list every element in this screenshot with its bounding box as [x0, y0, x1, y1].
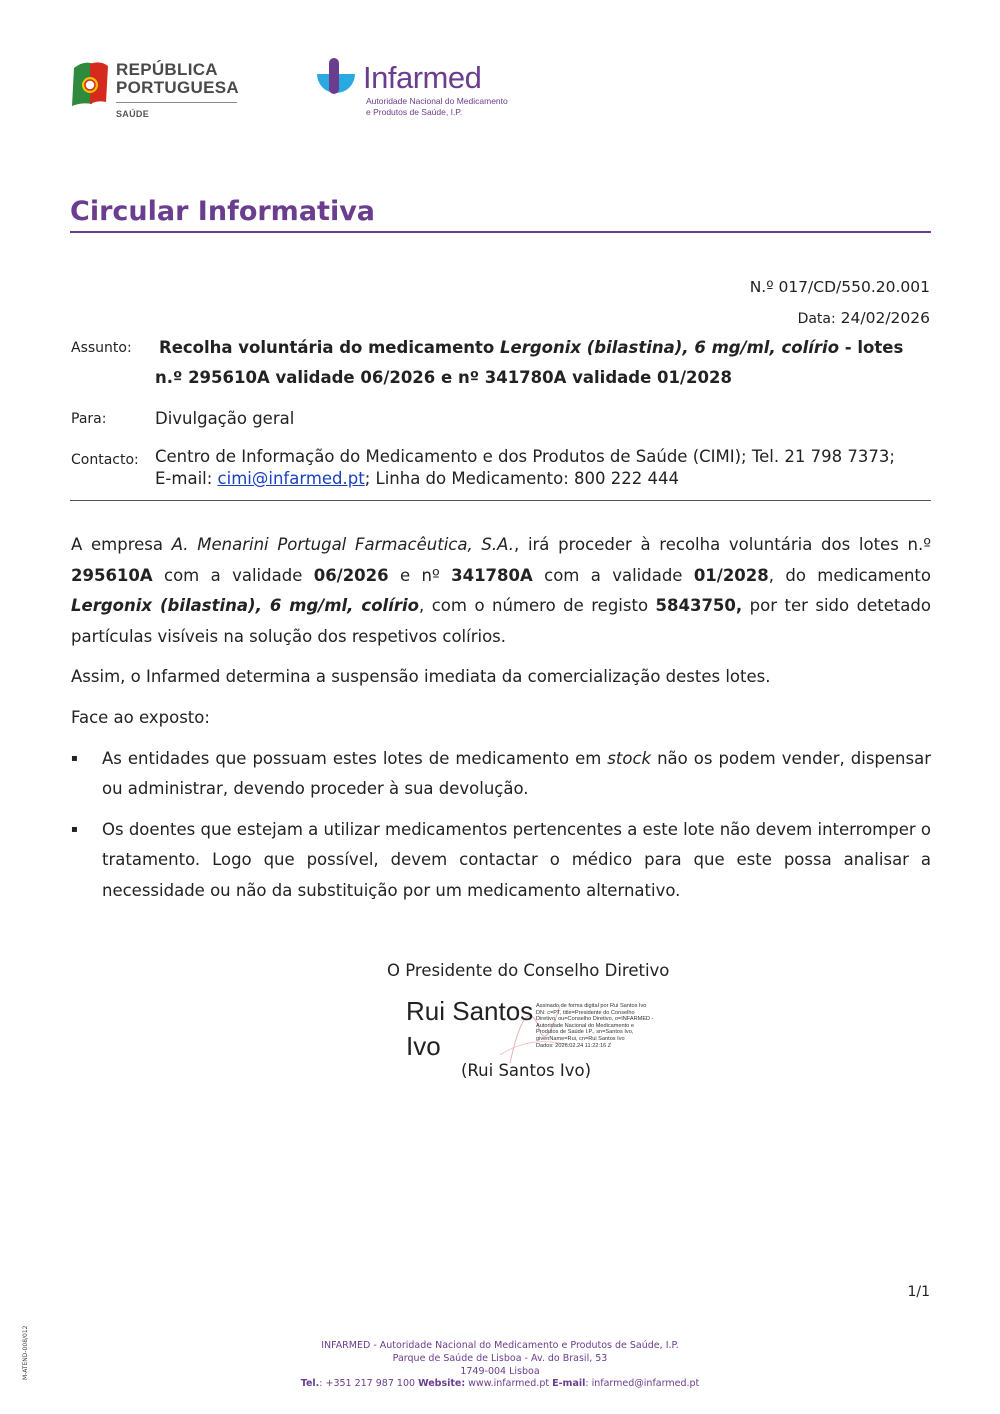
portugal-flag-icon: [70, 58, 110, 110]
footer-tel: : +351 217 987 100: [319, 1378, 419, 1389]
rp-divider: [116, 102, 237, 103]
b1-b: não os podem vender, dispensar ou administrar, devendo proceder à sua devolução.: [102, 748, 931, 799]
document-title: Circular Informativa: [70, 196, 376, 227]
signature-name-line-2: Ivo: [406, 1031, 441, 1061]
p1-c: com a validade: [152, 565, 314, 585]
p1-lot2: 341780A: [451, 565, 533, 585]
sig-meta-4: Autoridade Nacional do Medicamento e: [536, 1022, 634, 1029]
footer-tel-label: Tel.: [300, 1378, 320, 1389]
sig-meta-2: DN: c=PT, title=Presidente do Conselho: [536, 1009, 635, 1016]
p1-e: com a validade: [532, 565, 694, 585]
p1-g: , com o número de registo: [419, 596, 656, 616]
footer-web-label: Website:: [418, 1378, 466, 1389]
p1-val1: 06/2026: [313, 565, 389, 585]
footer-email[interactable]: : infarmed@infarmed.pt: [585, 1378, 700, 1389]
p1-a: A empresa: [71, 535, 172, 554]
contact-email-prefix: E-mail:: [155, 469, 218, 488]
to-value: Divulgação geral: [155, 409, 295, 428]
subject-part-1: Recolha voluntária do medicamento: [159, 338, 500, 357]
infarmed-name: Infarmed: [363, 60, 482, 95]
sig-meta-6: givenName=Rui, cn=Rui Santos Ivo: [536, 1035, 625, 1042]
p1-d: e nº: [388, 565, 452, 585]
footer-line-3: 1749-004 Lisboa: [460, 1366, 540, 1377]
infarmed-subtitle-2: e Produtos de Saúde, I.P.: [366, 107, 463, 117]
contact-label: Contacto:: [71, 452, 139, 468]
p1-drug: Lergonix (bilastina), 6 mg/ml, colírio: [71, 596, 419, 616]
paragraph-1: [71, 530, 931, 652]
subject-line-2: n.º 295610A validade 06/2026 e nº 341780A validade 01/2028: [155, 368, 732, 387]
sig-meta-3: Diretivo, ou=Conselho Diretivo, o=INFARMED -: [536, 1016, 654, 1023]
page-number: 1/1: [907, 1284, 930, 1300]
infarmed-logo: [313, 56, 513, 122]
contact-email-link[interactable]: cimi@infarmed.pt: [217, 469, 365, 488]
document-date: [798, 309, 930, 327]
subject-text: [155, 333, 930, 393]
republica-portuguesa-logo: [70, 58, 245, 124]
paragraph-3: Face ao exposto:: [71, 707, 210, 727]
subject-part-2: - lotes: [839, 338, 904, 357]
to-label: Para:: [71, 411, 107, 427]
footer-line-1: INFARMED - Autoridade Nacional do Medicamento e Produtos de Saúde, I.P.: [321, 1340, 679, 1351]
b1-stock: stock: [607, 748, 652, 768]
bullet-item-1: [71, 744, 931, 805]
form-code: M-ATEND-008/012: [22, 1325, 29, 1380]
infarmed-symbol-icon: [313, 56, 359, 108]
contact-value: [155, 446, 931, 490]
digital-signature-info: [536, 1003, 666, 1049]
rp-line-3: SAÚDE: [116, 109, 150, 119]
rp-line-1: REPÚBLICA: [116, 60, 218, 79]
signature-name: [406, 994, 533, 1064]
footer-line-2: Parque de Saúde de Lisboa - Av. do Brasil, 53: [392, 1353, 608, 1364]
subject-label: Assunto:: [71, 340, 132, 356]
body-text: [71, 530, 931, 917]
sig-meta-7: Dados: 2026.02.24 11:22:16 Z: [536, 1042, 612, 1049]
footer-web[interactable]: www.infarmed.pt: [465, 1378, 553, 1389]
reference-number: N.º 017/CD/550.20.001: [749, 278, 930, 296]
contact-rest: ; Linha do Medicamento: 800 222 444: [364, 469, 680, 488]
paragraph-2: Assim, o Infarmed determina a suspensão imediata da comercialização destes lotes.: [71, 667, 771, 687]
sig-meta-5: Produtos de Saúde I.P., sn=Santos Ivo,: [536, 1029, 634, 1036]
footer-contacts: [0, 1378, 1000, 1389]
p1-h: por ter sido detetado partículas visíveis na solução dos respetivos colírios.: [71, 596, 931, 646]
p1-lot1: 295610A: [71, 565, 153, 585]
rp-line-2: PORTUGUESA: [116, 78, 239, 97]
header-separator: [70, 500, 931, 501]
subject-drug: Lergonix (bilastina), 6 mg/ml, colírio: [499, 338, 840, 357]
signatory-printed-name: (Rui Santos Ivo): [461, 1061, 592, 1080]
date-value: 24/02/2026: [840, 309, 930, 327]
sig-meta-1: Assinado de forma digital por Rui Santos Ivo: [536, 1003, 647, 1009]
b1-a: As entidades que possuam estes lotes de medicamento em: [102, 748, 608, 768]
p1-reg: 5843750,: [655, 596, 743, 616]
p1-b: , irá proceder à recolha voluntária dos lotes n.º: [513, 535, 931, 554]
bullet-item-2: ▪ Os doentes que estejam a utilizar medicamentos pertencentes a este lote não devem interromper o tratamento. Logo que possível, devem contactar o médico para que este possa analisar a necessidade ou não da substituição por um medicamento alternativo.: [71, 815, 931, 907]
signatory-role: O Presidente do Conselho Diretivo: [387, 961, 670, 980]
signature-name-line-1: Rui Santos: [406, 996, 534, 1026]
title-divider: [70, 231, 931, 233]
subject-line-1: [155, 333, 930, 363]
infarmed-subtitle-1: Autoridade Nacional do Medicamento: [366, 96, 508, 106]
date-label: Data:: [797, 311, 836, 327]
p1-val2: 01/2028: [693, 565, 769, 585]
p1-company: A. Menarini Portugal Farmacêutica, S.A.: [171, 535, 514, 554]
contact-line-1: Centro de Informação do Medicamento e dos Produtos de Saúde (CIMI); Tel. 21 798 7373;: [155, 447, 895, 466]
p1-f: , do medicamento: [768, 565, 931, 585]
footer-email-label: E-mail: [552, 1378, 586, 1389]
